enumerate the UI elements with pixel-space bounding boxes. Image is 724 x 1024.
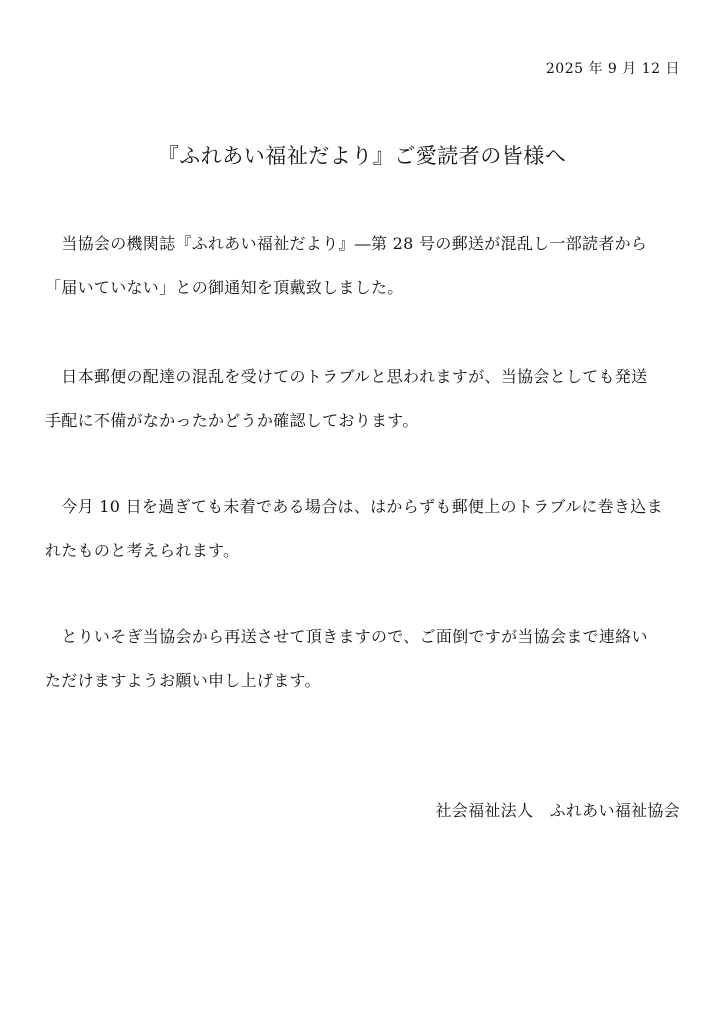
paragraph-line: 今月 10 日を過ぎても未着である場合は、はからずも郵便上のトラブルに巻き込ま — [45, 497, 663, 516]
sender-signature: 社会福祉法人 ふれあい福祉協会 — [435, 801, 680, 820]
paragraph-line: 日本郵便の配達の混乱を受けてのトラブルと思われますが、当協会としても発送 — [45, 367, 648, 386]
paragraph-line: れたものと考えられます。 — [45, 541, 240, 560]
letter-title: 『ふれあい福祉だより』ご愛読者の皆様へ — [157, 144, 567, 168]
paragraph-line: 手配に不備がなかったかどうか確認しております。 — [45, 411, 419, 430]
paragraph-line: とりいそぎ当協会から再送させて頂きますので、ご面倒ですが当協会まで連絡い — [45, 627, 648, 646]
paragraph-line: ただけますようお願い申し上げます。 — [45, 671, 321, 690]
body-paragraph-4 — [45, 615, 685, 703]
body-paragraph-2 — [45, 355, 685, 443]
paragraph-line: 当協会の機関誌『ふれあい福祉だより』―第 28 号の郵送が混乱し一部読者から — [45, 234, 648, 253]
paragraph-line: 「届いていない」との御通知を頂戴致しました。 — [45, 278, 404, 297]
body-paragraph-1 — [45, 222, 685, 310]
letter-date: 2025 年 9 月 12 日 — [545, 61, 680, 77]
body-paragraph-3 — [45, 485, 685, 573]
